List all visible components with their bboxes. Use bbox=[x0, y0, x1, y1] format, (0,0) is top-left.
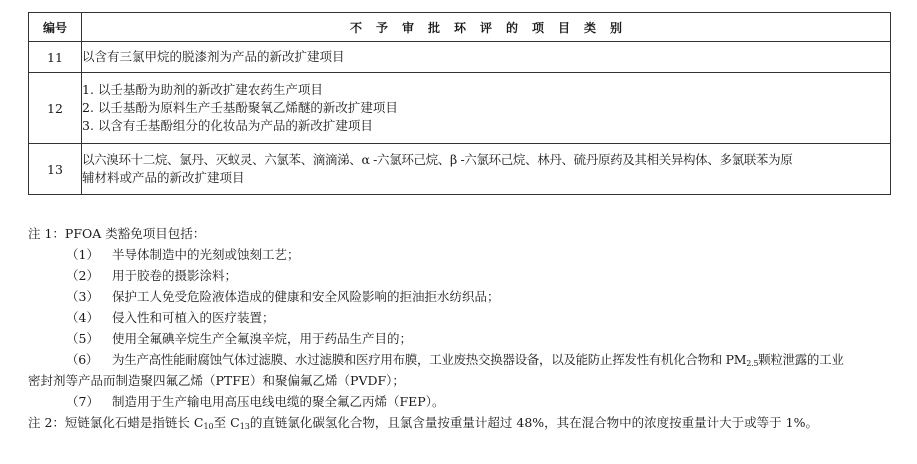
note-item-text: 半导体制造中的光刻或蚀刻工艺； bbox=[112, 247, 300, 262]
note-2-subscript: 10 bbox=[203, 422, 214, 431]
row-line: 3. 以含有壬基酚组分的化妆品为产品的新改扩建项目 bbox=[82, 118, 373, 133]
note-item-number: （7） bbox=[66, 394, 99, 409]
table-row bbox=[29, 73, 891, 144]
note-item-text: 为生产高性能耐腐蚀气体过滤膜、水过滤膜和医疗用布膜，工业废热交换器设备，以及能防止挥发性有机化合物和 PM bbox=[112, 352, 747, 367]
note-item-text: 颗粒泄露的工业 bbox=[758, 352, 844, 367]
row-number: 13 bbox=[29, 144, 82, 195]
note-2-text: 至 C bbox=[213, 415, 240, 430]
note-2 bbox=[28, 412, 890, 433]
row-line: 辅材料或产品的新改扩建项目 bbox=[82, 170, 245, 185]
note-item-text: 保护工人免受危险液体造成的健康和安全风险影响的拒油拒水纺织品； bbox=[112, 289, 500, 304]
note-2-text: 注 2：短链氯化石蜡是指链长 C bbox=[28, 415, 204, 430]
note-item bbox=[28, 349, 890, 370]
row-line: 以六溴环十二烷、氯丹、灭蚁灵、六氯苯、滴滴涕、α -六氯环己烷、β -六氯环己烷、林丹、硫丹原药及其相关异构体、多氯联苯为原 bbox=[82, 152, 793, 167]
note-item-number: （2） bbox=[66, 268, 99, 283]
note-item-text: 用于胶卷的摄影涂料； bbox=[112, 268, 238, 283]
header-category bbox=[82, 13, 891, 42]
note-item-number: （6） bbox=[66, 352, 99, 367]
row-number: 11 bbox=[29, 42, 82, 73]
note-2-text: 的直链氯化碳氢化合物，且氯含量按重量计超过 48%，其在混合物中的浓度按重量计大于或等于 1%。 bbox=[249, 415, 818, 430]
row-content bbox=[82, 73, 891, 144]
note-item-subscript: 2.5 bbox=[746, 359, 759, 368]
note-item-number: （3） bbox=[66, 289, 99, 304]
note-item bbox=[28, 328, 890, 349]
notes-section bbox=[28, 223, 890, 433]
note-item-text: 侵入性和可植入的医疗装置； bbox=[112, 310, 275, 325]
project-category-table bbox=[28, 12, 891, 195]
note-item-text: 制造用于生产输电用高压电线电缆的聚全氟乙丙烯（FEP）。 bbox=[112, 394, 445, 409]
row-content bbox=[82, 42, 891, 73]
row-content bbox=[82, 144, 891, 195]
row-line: 1. 以壬基酚为助剂的新改扩建农药生产项目 bbox=[82, 82, 323, 97]
header-category-text: 不予审批环评的项目类别 bbox=[349, 20, 636, 35]
note-item-number: （4） bbox=[66, 310, 99, 325]
row-line: 2. 以壬基酚为原料生产壬基酚聚氧乙烯醚的新改扩建项目 bbox=[82, 100, 398, 115]
table-header-row bbox=[29, 13, 891, 42]
table-row bbox=[29, 144, 891, 195]
note-item-number: （5） bbox=[66, 331, 99, 346]
header-number: 编号 bbox=[29, 13, 82, 42]
table-row bbox=[29, 42, 891, 73]
row-line: 以含有三氯甲烷的脱漆剂为产品的新改扩建项目 bbox=[82, 49, 345, 64]
note-item-number: （1） bbox=[66, 247, 99, 262]
note-item bbox=[28, 286, 890, 307]
note-item bbox=[28, 244, 890, 265]
note-item bbox=[28, 391, 890, 412]
note-item-text: 使用全氟碘辛烷生产全氟溴辛烷，用于药品生产目的； bbox=[112, 331, 413, 346]
note-1-title: 注 1：PFOA 类豁免项目包括： bbox=[28, 226, 206, 241]
note-item bbox=[28, 265, 890, 286]
row-number: 12 bbox=[29, 73, 82, 144]
note-2-subscript: 13 bbox=[239, 422, 250, 431]
note-item bbox=[28, 307, 890, 328]
note-item-continuation: 密封剂等产品而制造聚四氟乙烯（PTFE）和聚偏氟乙烯（PVDF）； bbox=[28, 373, 405, 388]
